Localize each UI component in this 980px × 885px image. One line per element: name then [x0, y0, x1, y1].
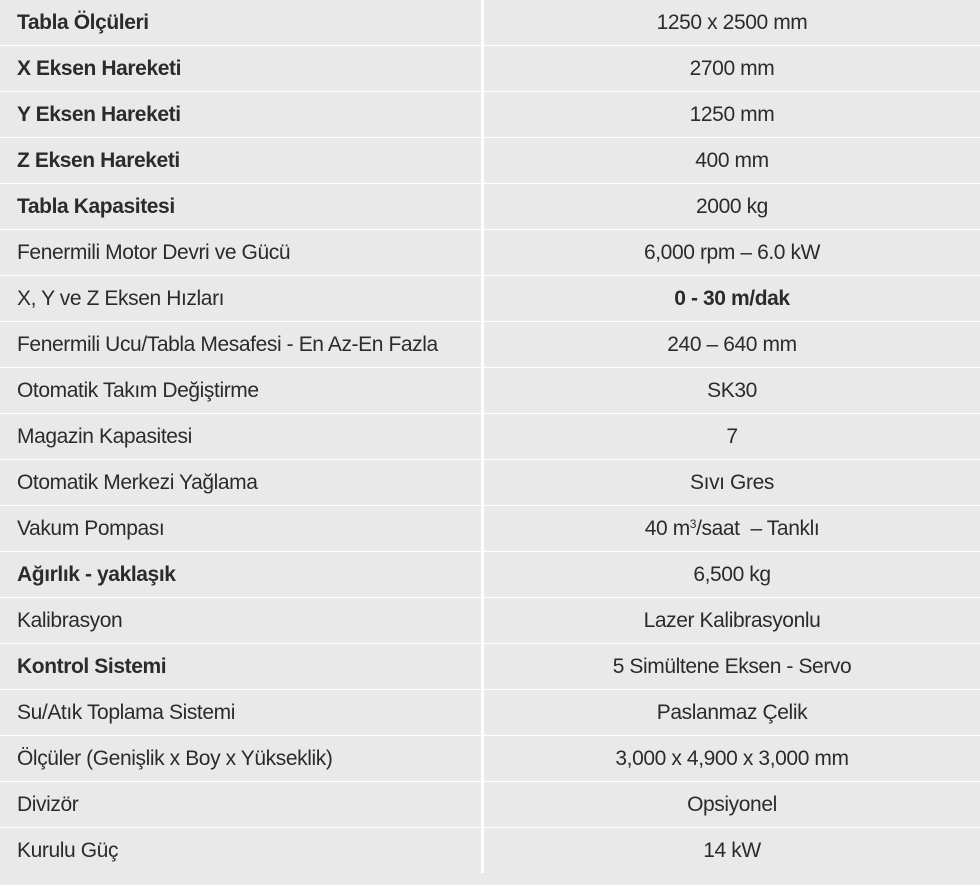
spec-value: Sıvı Gres [483, 460, 980, 506]
spec-value: 6,500 kg [483, 552, 980, 598]
spec-value [483, 506, 980, 552]
table-row [0, 460, 980, 506]
spec-value: Opsiyonel [483, 782, 980, 828]
table-row [0, 414, 980, 460]
spec-label: Z Eksen Hareketi [0, 138, 483, 184]
spec-value: 5 Simültene Eksen - Servo [483, 644, 980, 690]
table-row [0, 276, 980, 322]
table-row [0, 690, 980, 736]
table-row [0, 138, 980, 184]
table-row [0, 644, 980, 690]
table-row [0, 506, 980, 552]
table-row [0, 230, 980, 276]
spec-value: 14 kW [703, 838, 761, 862]
spec-value: 0 - 30 m/dak [483, 276, 980, 322]
spec-value: 2000 kg [483, 184, 980, 230]
spec-value: Lazer Kalibrasyonlu [483, 598, 980, 644]
spec-label: X, Y ve Z Eksen Hızları [0, 276, 483, 322]
spec-label: Kurulu Güç [0, 828, 483, 874]
spec-label: Otomatik Takım Değiştirme [0, 368, 483, 414]
spec-value: 1250 x 2500 mm [483, 0, 980, 46]
spec-value: SK30 [483, 368, 980, 414]
spec-label: Su/Atık Toplama Sistemi [0, 690, 483, 736]
table-row [0, 368, 980, 414]
spec-value: 2700 mm [483, 46, 980, 92]
table-row [0, 828, 980, 874]
table-row [0, 322, 980, 368]
table-row [0, 184, 980, 230]
spec-label: Fenermili Ucu/Tabla Mesafesi - En Az-En Fazla [0, 322, 483, 368]
spec-label: Fenermili Motor Devri ve Gücü [0, 230, 483, 276]
spec-label: Tabla Kapasitesi [0, 184, 483, 230]
spec-value: 240 – 640 mm [483, 322, 980, 368]
table-row [0, 92, 980, 138]
spec-value: 400 mm [483, 138, 980, 184]
spec-label: Tabla Ölçüleri [0, 0, 483, 46]
spec-value: 1250 mm [483, 92, 980, 138]
spec-label: Otomatik Merkezi Yağlama [0, 460, 483, 506]
value-superscript: 3 [689, 516, 697, 531]
spec-label: Divizör [0, 782, 483, 828]
table-row [0, 736, 980, 782]
spec-label: Vakum Pompası [0, 506, 483, 552]
spec-value: Paslanmaz Çelik [483, 690, 980, 736]
value-prefix: 40 m [644, 516, 690, 540]
spec-value: 7 [483, 414, 980, 460]
spec-label: X Eksen Hareketi [0, 46, 483, 92]
table-row [0, 46, 980, 92]
value-suffix: /saat – Tanklı [696, 516, 820, 540]
spec-label: Ağırlık - yaklaşık [0, 552, 483, 598]
table-row [0, 552, 980, 598]
spec-label: Magazin Kapasitesi [0, 414, 483, 460]
spec-label: Kalibrasyon [0, 598, 483, 644]
spec-label: Ölçüler (Genişlik x Boy x Yükseklik) [0, 736, 483, 782]
table-row [0, 0, 980, 46]
table-row [0, 782, 980, 828]
spec-value: 6,000 rpm – 6.0 kW [483, 230, 980, 276]
spec-value: 3,000 x 4,900 x 3,000 mm [483, 736, 980, 782]
table-row [0, 598, 980, 644]
spec-label: Kontrol Sistemi [0, 644, 483, 690]
spec-label: Y Eksen Hareketi [0, 92, 483, 138]
